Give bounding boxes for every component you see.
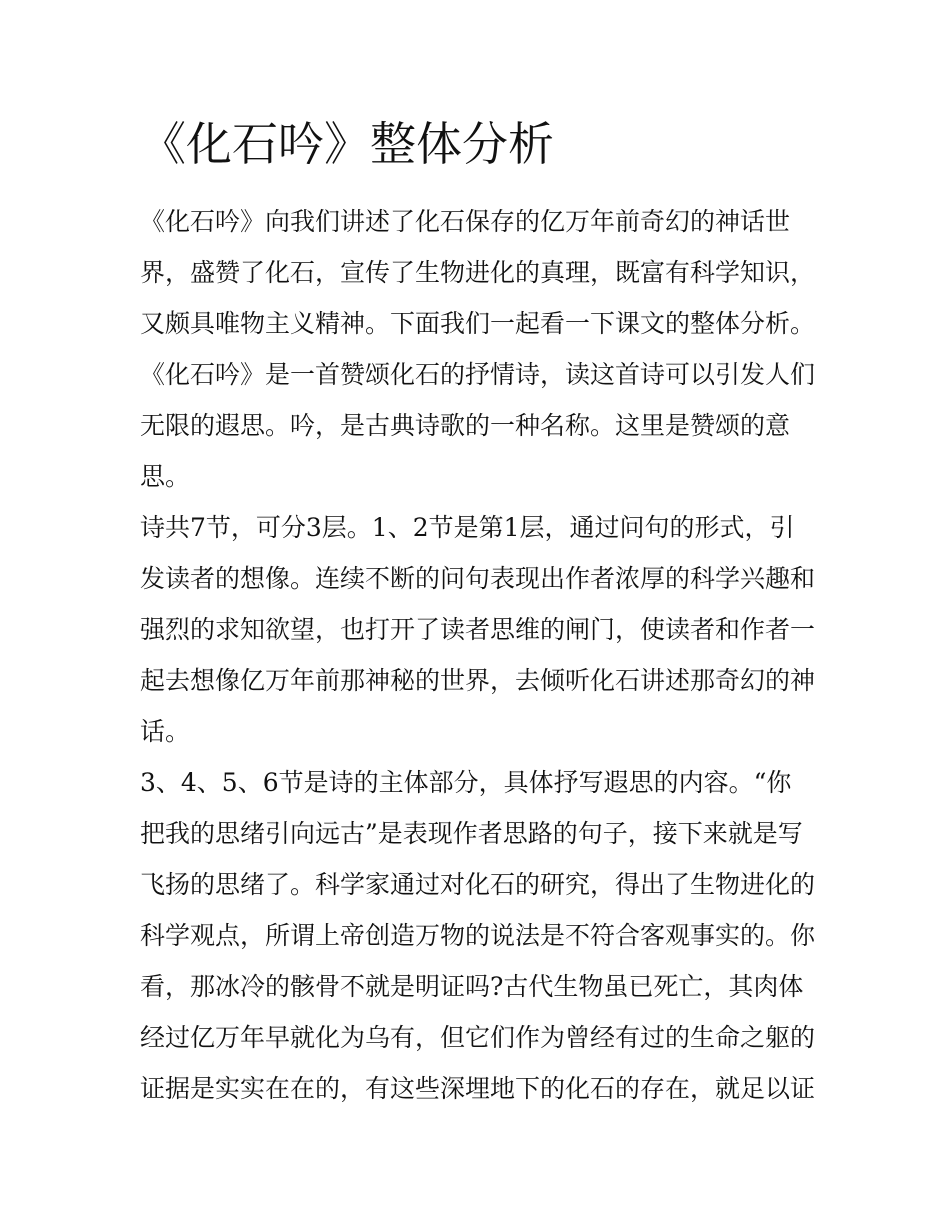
paragraph-structure: 诗共7节，可分3层。1、2节是第1层，通过问句的形式，引发读者的想像。连续不断的问句表现出作者浓厚的科学兴趣和强烈的求知欲望，也打开了读者思维的闸门，使读者和作者一起去想像亿万年前那神秘的世界，去倾听化石讲述那奇幻的神话。 xyxy=(140,513,816,746)
paragraph-main-body: 3、4、5、6节是诗的主体部分，具体抒写遐思的内容。“你把我的思绪引向远古”是表现作者思路的句子，接下来就是写飞扬的思绪了。科学家通过对化石的研究，得出了生物进化的科学观点，所谓上帝创造万物的说法是不符合客观事实的。你看，那冰冷的骸骨不就是明证吗?古代生物虽已死亡，其肉体经过亿万年早就化为乌有，但它们作为曾经有过的生命之躯的证据是实实在在的，有这些深埋地下的化石的存在，就足以证 xyxy=(140,768,816,1103)
document-body xyxy=(140,196,815,1114)
paragraph-definition: 《化石吟》是一首赞颂化石的抒情诗，读这首诗可以引发人们无限的遐思。吟，是古典诗歌的一种名称。这里是赞颂的意思。 xyxy=(140,360,816,491)
paragraph-intro: 《化石吟》向我们讲述了化石保存的亿万年前奇幻的神话世界，盛赞了化石，宣传了生物进化的真理，既富有科学知识，又颇具唯物主义精神。下面我们一起看一下课文的整体分析。 xyxy=(140,207,816,338)
document-title: 《化石吟》整体分析 xyxy=(140,117,554,171)
